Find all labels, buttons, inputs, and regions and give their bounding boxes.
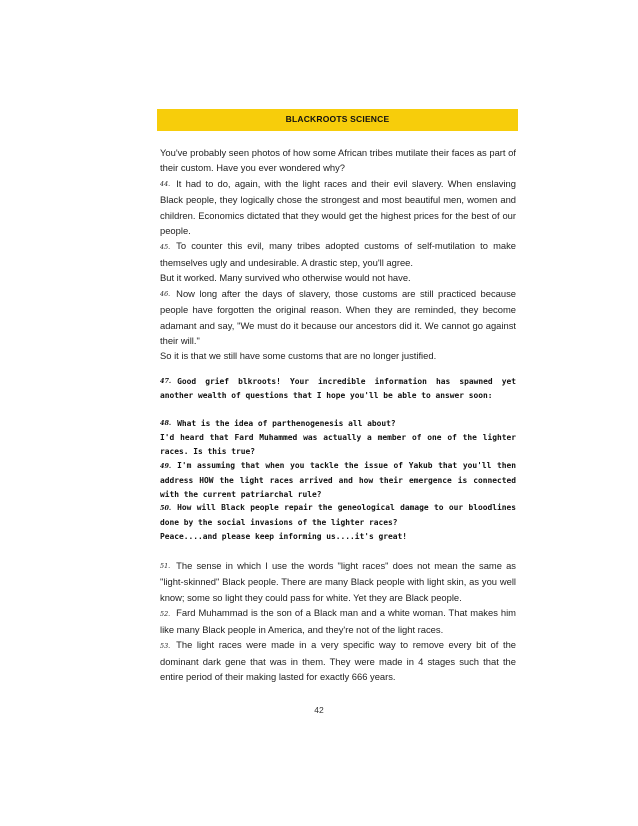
question (160, 459, 516, 501)
question (160, 501, 516, 529)
paragraph-number: 49. (160, 461, 172, 470)
page-title: BLACKROOTS SCIENCE (285, 114, 390, 124)
page-number: 42 (314, 705, 324, 715)
question-text: What is the idea of parthenogenesis all about? (177, 418, 396, 428)
paragraph (160, 270, 516, 285)
paragraph-number: 48. (160, 419, 172, 428)
paragraph-number: 47. (160, 377, 172, 386)
question (160, 431, 516, 459)
question-text: Good grief blkroots! Your incredible information has spawned yet another wealth of questions that I hope you'll be able to answer soon: (160, 376, 516, 401)
question-text: How will Black people repair the geneological damage to our bloodlines done by the social invasions of the lighter races? (160, 503, 516, 527)
paragraph (160, 145, 516, 176)
paragraph-number: 46. (160, 290, 171, 299)
paragraph-text: The sense in which I use the words "light races" does not mean the same as "light-skinned" Black people. There are many Black people with light skin, as you well know; some so light they could pass for white. Yet they are Black people. (160, 559, 516, 603)
paragraph-number: 50. (160, 503, 172, 512)
question-intro (160, 375, 516, 403)
paragraph-text: You've probably seen photos of how some African tribes mutilate their faces as part of their custom. Have you ever wondered why? (160, 147, 516, 174)
paragraph-text: It had to do, again, with the light races and their evil slavery. When enslaving Black people, they logically chose the strongest and most beautiful men, women and children. Economics dictated that they would get the highest prices for the best of our people. (160, 177, 516, 236)
paragraph (160, 637, 516, 684)
answers-bottom-section (160, 558, 516, 685)
question-text: I'm assuming that when you tackle the issue of Yakub that you'll then address HOW the light races arrived and how their emergence is connected with the current patriarchal rule? (160, 461, 516, 499)
question (160, 417, 516, 431)
paragraph-number: 51. (160, 562, 171, 571)
paragraph (160, 286, 516, 349)
paragraph-text: So it is that we still have some customs that are no longer justified. (160, 350, 437, 362)
question-text: Peace....and please keep informing us....it's great! (160, 531, 408, 541)
paragraph-text: Fard Muhammad is the son of a Black man and a white woman. That makes him like many Black people in America, and they're not of the light races. (160, 607, 516, 635)
question-signoff (160, 530, 516, 544)
paragraph-text: But it worked. Many survived who otherwise would not have. (160, 272, 411, 284)
answers-top-section (160, 145, 516, 364)
paragraph-text: Now long after the days of slavery, those customs are still practiced because people have forgotten the original reason. When they are reminded, they become adamant and say, "We must do it because our ancestors did it. We cannot go against their will." (160, 287, 516, 347)
page-content (160, 145, 516, 685)
paragraph-number: 44. (160, 180, 171, 189)
paragraph (160, 605, 516, 637)
paragraph (160, 176, 516, 239)
paragraph (160, 238, 516, 270)
question-text: I'd heard that Fard Muhammed was actually a member of one of the lighter races. Is this true? (160, 433, 516, 457)
paragraph-number: 52. (160, 609, 171, 618)
paragraph (160, 558, 516, 605)
paragraph-number: 53. (160, 641, 171, 650)
paragraph-number: 45. (160, 242, 171, 251)
header-bar (157, 109, 518, 131)
paragraph (160, 348, 516, 363)
question-section (160, 375, 516, 544)
paragraph-text: The light races were made in a very specific way to remove every bit of the dominant dark gene that was in them. They were made in 4 stages such that the entire period of their making lasted for exactly 666 years. (160, 639, 516, 683)
paragraph-text: To counter this evil, many tribes adopted customs of self-mutilation to make themselves ugly and undesirable. A drastic step, you'll agree. (160, 240, 516, 269)
